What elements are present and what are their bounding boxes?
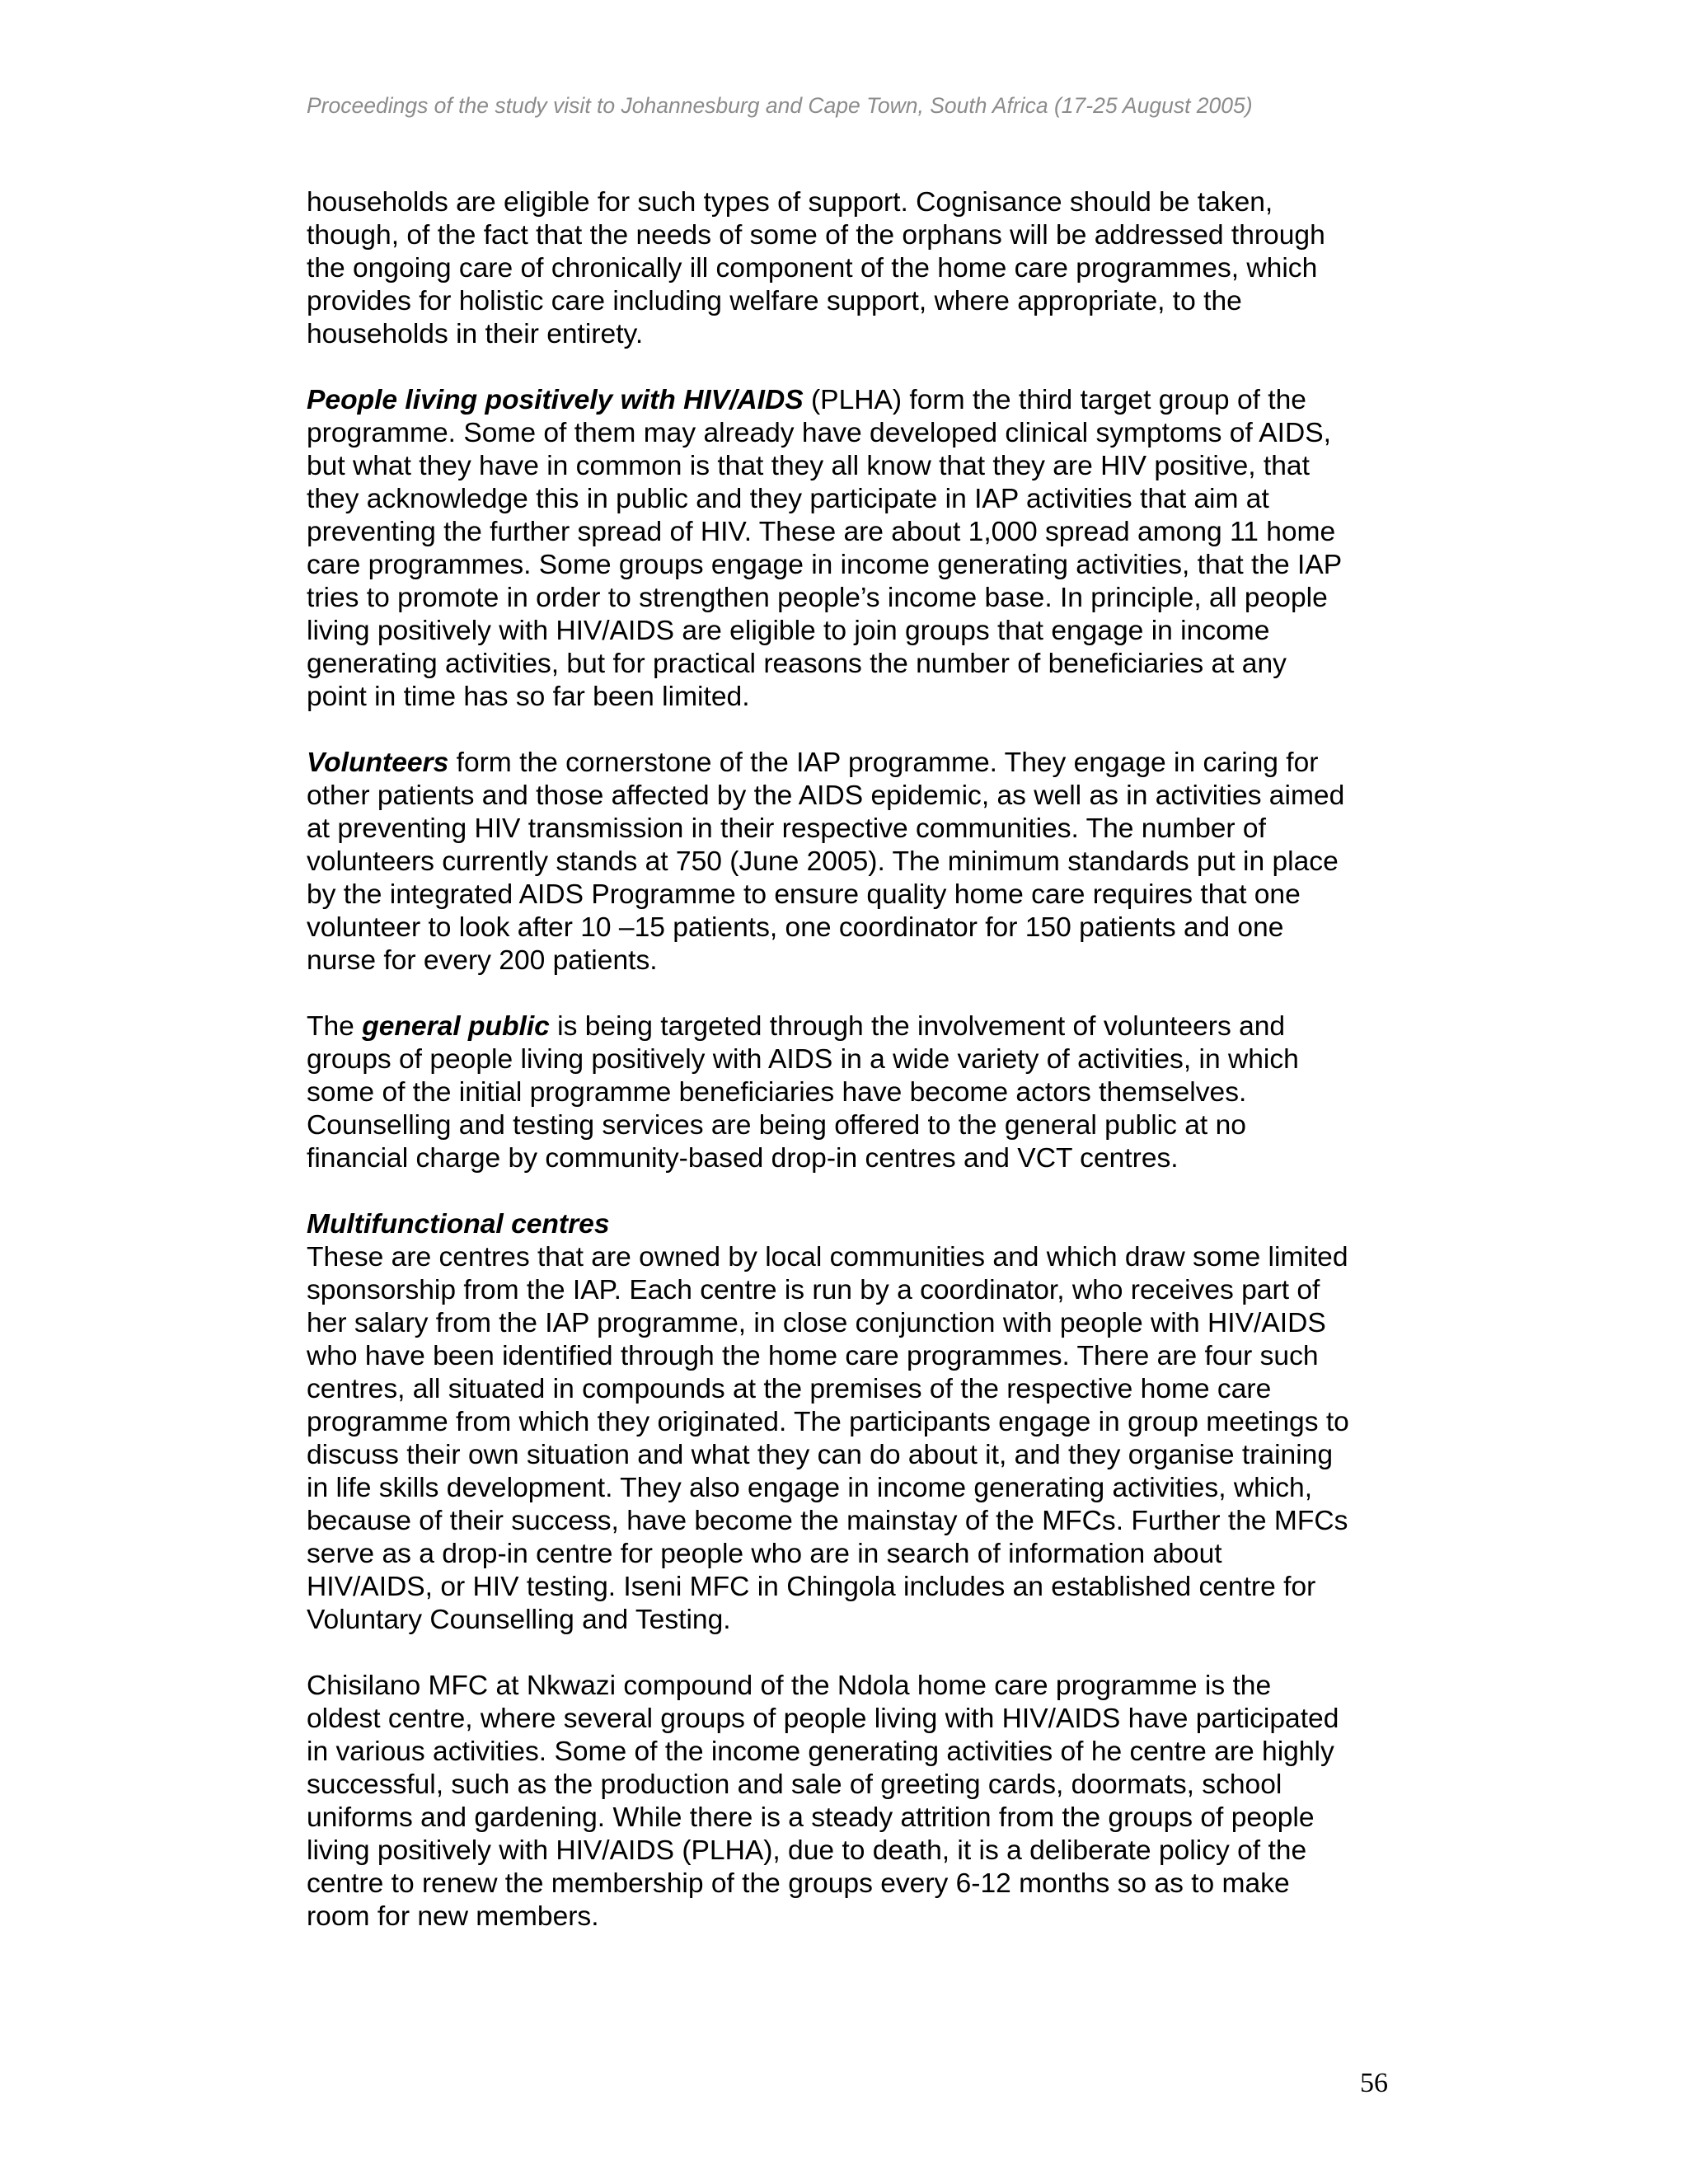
text-line: room for new members. — [307, 1901, 599, 1932]
text-line: by the integrated AIDS Programme to ensure quality home care requires that one — [307, 879, 1301, 910]
text-line: financial charge by community-based drop-in centres and VCT centres. — [307, 1143, 1179, 1174]
text-line: centre to renew the membership of the groups every 6-12 months so as to make — [307, 1868, 1290, 1899]
paragraph-spacer — [307, 1637, 1395, 1670]
text-line: living positively with HIV/AIDS are eligible to join groups that engage in income — [307, 616, 1270, 646]
paragraph-orphans-support — [307, 186, 1395, 351]
text-line — [307, 747, 1395, 780]
text-line: they acknowledge this in public and they participate in IAP activities that aim at — [307, 484, 1269, 514]
text-run: (PLHA) form the third target group of the — [803, 385, 1306, 415]
text-line: in various activities. Some of the income generating activities of he centre are highly — [307, 1736, 1334, 1767]
text-line: preventing the further spread of HIV. These are about 1,000 spread among 11 home — [307, 517, 1336, 547]
paragraph-spacer — [307, 1175, 1395, 1208]
text-line: at preventing HIV transmission in their respective communities. The number of — [307, 813, 1266, 844]
text-line: successful, such as the production and sale of greeting cards, doormats, school — [307, 1769, 1282, 1800]
text-line: centres, all situated in compounds at the premises of the respective home care — [307, 1374, 1272, 1404]
text-line: oldest centre, where several groups of people living with HIV/AIDS have participated — [307, 1704, 1339, 1734]
text-line: but what they have in common is that they all know that they are HIV positive, that — [307, 451, 1310, 481]
running-header: Proceedings of the study visit to Johannesburg and Cape Town, South Africa (17-25 August 2005) — [307, 93, 1253, 118]
paragraph-volunteers — [307, 747, 1395, 977]
text-line: HIV/AIDS, or HIV testing. Iseni MFC in Chingola includes an established centre for — [307, 1572, 1316, 1602]
paragraph-spacer — [307, 714, 1395, 747]
text-line: though, of the fact that the needs of some of the orphans will be addressed through — [307, 220, 1325, 251]
page-number: 56 — [1360, 2068, 1388, 2098]
paragraph-plha — [307, 384, 1395, 714]
term-general-public: general public — [362, 1011, 550, 1042]
text-line: point in time has so far been limited. — [307, 682, 750, 712]
text-line: nurse for every 200 patients. — [307, 945, 658, 976]
term-volunteers: Volunteers — [307, 748, 449, 778]
section-multifunctional-centres — [307, 1208, 1395, 1637]
text-line: groups of people living positively with AIDS in a wide variety of activities, in which — [307, 1044, 1299, 1075]
text-line: Chisilano MFC at Nkwazi compound of the Ndola home care programme is the — [307, 1671, 1272, 1701]
text-line: serve as a drop-in centre for people who are in search of information about — [307, 1539, 1222, 1569]
text-line: sponsorship from the IAP. Each centre is run by a coordinator, who receives part of — [307, 1275, 1320, 1305]
text-line: her salary from the IAP programme, in close conjunction with people with HIV/AIDS — [307, 1308, 1326, 1338]
text-line: some of the initial programme beneficiaries have become actors themselves. — [307, 1077, 1247, 1108]
text-line: volunteer to look after 10 –15 patients, one coordinator for 150 patients and one — [307, 912, 1284, 943]
document-body — [307, 186, 1395, 1933]
text-line: the ongoing care of chronically ill component of the home care programmes, which — [307, 253, 1318, 284]
text-line: other patients and those affected by the AIDS epidemic, as well as in activities aimed — [307, 780, 1345, 811]
text-line: discuss their own situation and what they can do about it, and they organise training — [307, 1440, 1334, 1470]
text-line: living positively with HIV/AIDS (PLHA), due to death, it is a deliberate policy of the — [307, 1835, 1307, 1866]
text-line: care programmes. Some groups engage in income generating activities, that the IAP — [307, 550, 1343, 580]
paragraph-chisilano-mfc — [307, 1670, 1395, 1933]
text-line: programme from which they originated. The participants engage in group meetings to — [307, 1407, 1349, 1437]
text-line: These are centres that are owned by local communities and which draw some limited — [307, 1242, 1348, 1272]
text-line: tries to promote in order to strengthen people’s income base. In principle, all people — [307, 583, 1328, 613]
text-line: uniforms and gardening. While there is a steady attrition from the groups of people — [307, 1802, 1315, 1833]
text-run: form the cornerstone of the IAP programme. They engage in caring for — [448, 748, 1319, 778]
paragraph-spacer — [307, 351, 1395, 384]
text-line: volunteers currently stands at 750 (June 2005). The minimum standards put in place — [307, 846, 1339, 877]
text-run: The — [307, 1011, 363, 1042]
text-line: who have been identified through the home care programmes. There are four such — [307, 1341, 1319, 1371]
section-heading: Multifunctional centres — [307, 1209, 610, 1240]
text-line: generating activities, but for practical reasons the number of beneficiaries at any — [307, 649, 1287, 679]
text-line: Voluntary Counselling and Testing. — [307, 1605, 731, 1635]
text-line: households are eligible for such types of support. Cognisance should be taken, — [307, 187, 1273, 218]
text-line: Counselling and testing services are being offered to the general public at no — [307, 1110, 1246, 1141]
text-line: programme. Some of them may already have developed clinical symptoms of AIDS, — [307, 418, 1331, 448]
text-line — [307, 1010, 1395, 1043]
text-line: provides for holistic care including welfare support, where appropriate, to the — [307, 286, 1242, 316]
text-line: because of their success, have become the mainstay of the MFCs. Further the MFCs — [307, 1506, 1348, 1536]
text-line: households in their entirety. — [307, 319, 644, 349]
text-line: in life skills development. They also engage in income generating activities, which, — [307, 1473, 1313, 1503]
paragraph-spacer — [307, 977, 1395, 1010]
paragraph-general-public — [307, 1010, 1395, 1175]
term-plha: People living positively with HIV/AIDS — [307, 385, 804, 415]
text-line — [307, 384, 1395, 417]
text-run: is being targeted through the involvement of volunteers and — [549, 1011, 1286, 1042]
